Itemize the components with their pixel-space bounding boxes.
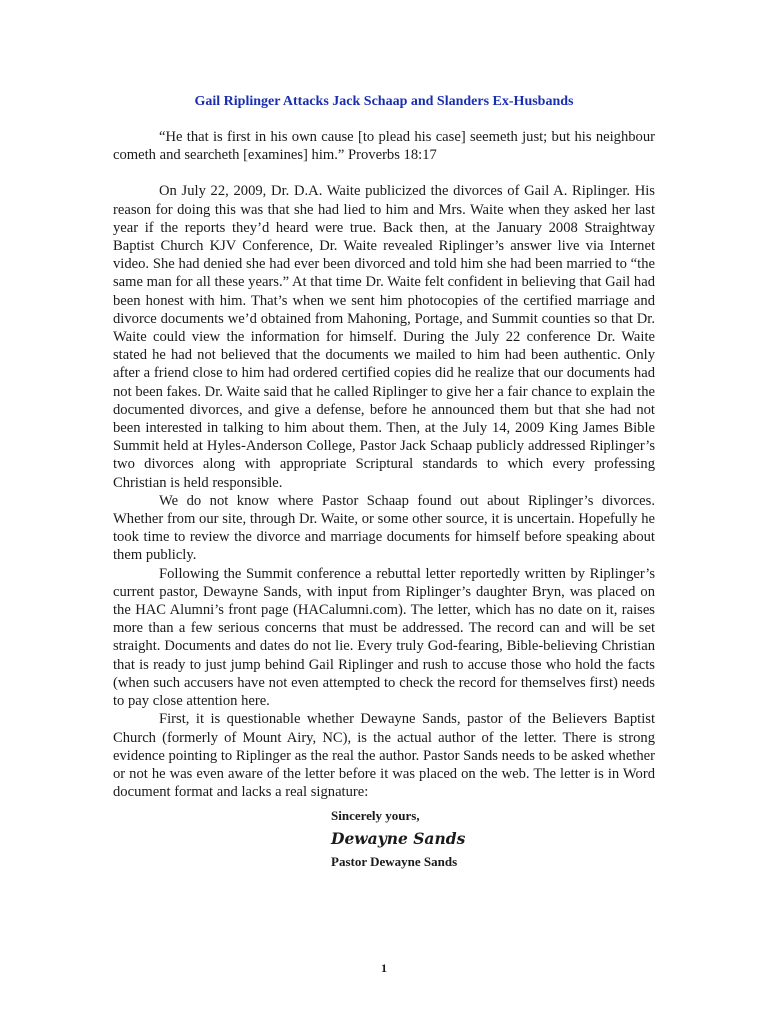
document-body [113,128,655,801]
signer-name: Pastor Dewayne Sands [331,854,458,869]
body-paragraph: On July 22, 2009, Dr. D.A. Waite publicized the divorces of Gail A. Riplinger. His reason for doing this was that she had lied to him and Mrs. Waite when they asked her last year if the reports they’d heard were true. Back then, at the January 2008 Straightway Baptist Church KJV Conference, Dr. Waite revealed Riplinger’s answer live via Internet video. She had denied she had ever been divorced and told him she had been married to “the same man for all these years.” At that time Dr. Waite felt confident in believing that Gail had been honest with him. That’s when we sent him photocopies of the certified marriage and divorce documents we’d obtained from Mahoning, Portage, and Summit counties so that Dr. Waite could view the information for himself. During the July 22 conference Dr. Waite stated he had not believed that the documents we mailed to him had been authentic. Only after a friend close to him had ordered certified copies did he realize that our documents had not been fakes. Dr. Waite said that he called Riplinger to give her a fair chance to explain the documented divorces, and give a defense, before he announced them but that she had not been interested in talking to him about them. Then, at the July 14, 2009 King James Bible Summit held at Hyles-Anderson College, Pastor Jack Schaap publicly addressed Riplinger’s two divorces along with appropriate Scriptural standards to which every professing Christian is held responsible. [113,183,655,491]
page-number: 1 [381,961,387,975]
body-paragraph: We do not know where Pastor Schaap found out about Riplinger’s divorces. Whether from our site, through Dr. Waite, or some other source, it is uncertain. Hopefully he took time to review the divorce and marriage documents for himself before speaking about them publicly. [113,492,655,564]
document-title: Gail Riplinger Attacks Jack Schaap and Slanders Ex-Husbands [194,94,574,109]
signature-text: Dewayne Sands [331,829,466,848]
closing-salutation: Sincerely yours, [331,808,420,823]
body-paragraph: Following the Summit conference a rebuttal letter reportedly written by Riplinger’s current pastor, Dewayne Sands, with input from Riplinger’s daughter Bryn, was placed on the HAC Alumni’s front page (HACalumni.com). The letter, which has no date on it, raises more than a few serious concerns that must be addressed. The record can and will be set straight. Documents and dates do not lie. Every truly God-fearing, Bible-believing Christian that is ready to just jump behind Gail Riplinger and rush to accuse those who hold the facts (when such accusers have not even attempted to check the record for themselves first) needs to pay close attention here. [113,565,655,710]
body-paragraph: First, it is questionable whether Dewayne Sands, pastor of the Believers Baptist Church (formerly of Mount Airy, NC), is the actual author of the letter. There is strong evidence pointing to Riplinger as the real the author. Pastor Sands needs to be asked whether or not he was even aware of the letter before it was placed on the web. The letter is in Word document format and lacks a real signature: [113,711,655,801]
letter-closing [331,808,465,870]
epigraph-paragraph: “He that is first in his own cause [to plead his case] seemeth just; but his neighbour cometh and searcheth [examines] him.” Proverbs 18:17 [113,129,655,164]
